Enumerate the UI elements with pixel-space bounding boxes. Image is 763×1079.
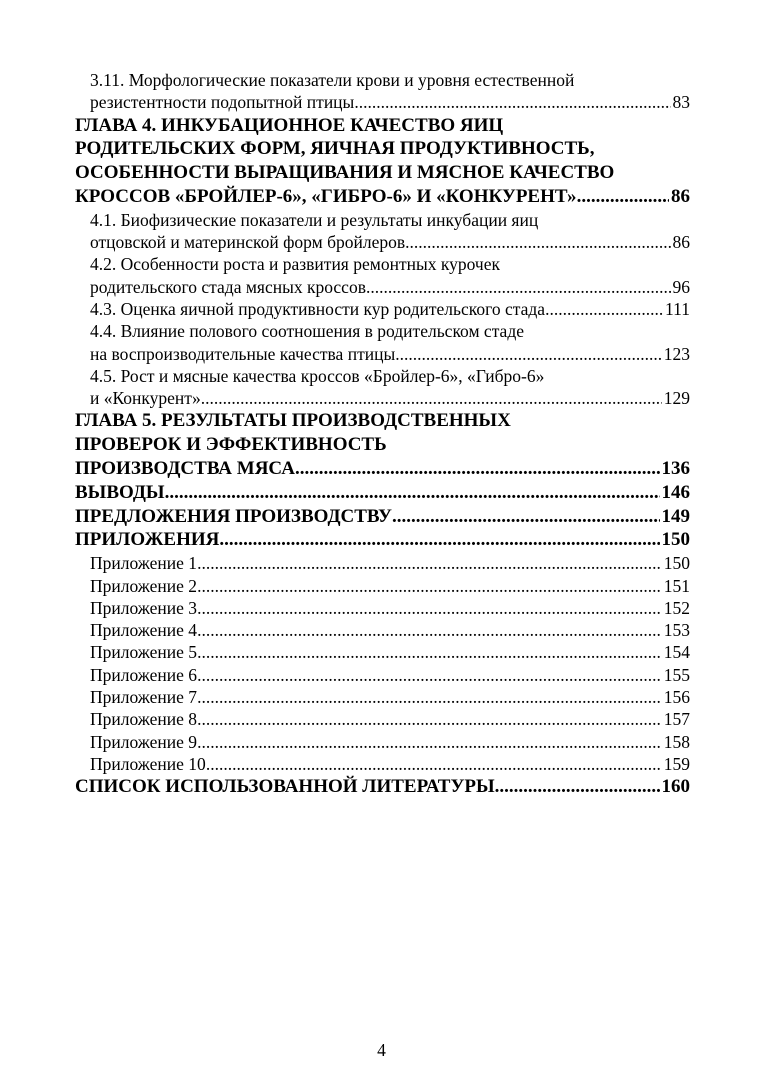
toc-line bbox=[75, 433, 690, 457]
toc-entry-text: 4.3. Оценка яичной продуктивности кур родительского стада bbox=[90, 298, 546, 319]
toc-entry-text: Приложение 6 bbox=[90, 664, 198, 685]
toc-entry-text: ГЛАВА 5. РЕЗУЛЬТАТЫ ПРОИЗВОДСТВЕННЫХ bbox=[75, 410, 511, 432]
table-of-contents bbox=[75, 69, 690, 799]
toc-page-number: 86 bbox=[671, 185, 690, 207]
toc-section-entry bbox=[75, 708, 690, 730]
toc-entry-text: СПИСОК ИСПОЛЬЗОВАННОЙ ЛИТЕРАТУРЫ bbox=[75, 776, 495, 798]
dot-leader bbox=[197, 619, 662, 641]
toc-line bbox=[75, 753, 690, 775]
toc-section-entry bbox=[75, 686, 690, 708]
toc-line bbox=[75, 253, 690, 275]
toc-page-number: 153 bbox=[663, 620, 690, 641]
toc-page-number: 151 bbox=[663, 575, 690, 596]
toc-page-number: 129 bbox=[663, 388, 690, 409]
dot-leader bbox=[197, 664, 662, 686]
toc-page-number: 111 bbox=[665, 298, 690, 319]
toc-section-entry bbox=[75, 298, 690, 320]
toc-entry-text: Приложение 2 bbox=[90, 575, 198, 596]
toc-entry-text: ОСОБЕННОСТИ ВЫРАЩИВАНИЯ И МЯСНОЕ КАЧЕСТВО bbox=[75, 162, 615, 184]
toc-chapter-entry bbox=[75, 481, 690, 505]
dot-leader bbox=[545, 298, 663, 320]
dot-leader bbox=[295, 457, 660, 481]
toc-line bbox=[75, 457, 690, 481]
toc-page-number: 156 bbox=[663, 687, 690, 708]
toc-page-number: 158 bbox=[663, 731, 690, 752]
toc-chapter-entry bbox=[75, 409, 690, 480]
toc-line bbox=[75, 686, 690, 708]
toc-page-number: 150 bbox=[661, 529, 690, 551]
toc-chapter-entry bbox=[75, 775, 690, 799]
toc-page-number: 157 bbox=[663, 709, 690, 730]
toc-section-entry bbox=[75, 552, 690, 574]
toc-section-entry bbox=[75, 619, 690, 641]
toc-page-number: 146 bbox=[661, 481, 690, 503]
toc-entry-text: Приложение 1 bbox=[90, 553, 198, 574]
toc-section-entry bbox=[75, 753, 690, 775]
toc-page-number: 136 bbox=[661, 458, 690, 480]
toc-entry-text: 4.1. Биофизические показатели и результаты инкубации яиц bbox=[90, 209, 539, 230]
toc-section-entry bbox=[75, 69, 690, 114]
toc-section-entry bbox=[75, 575, 690, 597]
toc-section-entry bbox=[75, 320, 690, 365]
toc-entry-text: родительского стада мясных кроссов bbox=[90, 276, 366, 297]
toc-line bbox=[75, 387, 690, 409]
dot-leader bbox=[197, 552, 662, 574]
dot-leader bbox=[201, 387, 662, 409]
toc-line bbox=[75, 69, 690, 91]
toc-section-entry bbox=[75, 365, 690, 410]
toc-entry-text: 4.2. Особенности роста и развития ремонтных курочек bbox=[90, 254, 500, 275]
dot-leader bbox=[197, 731, 662, 753]
toc-line bbox=[75, 137, 690, 161]
toc-page-number: 159 bbox=[663, 753, 690, 774]
toc-entry-text: на воспроизводительные качества птицы bbox=[90, 343, 396, 364]
toc-section-entry bbox=[75, 664, 690, 686]
toc-page-number: 96 bbox=[672, 276, 690, 297]
toc-line bbox=[75, 91, 690, 113]
toc-entry-text: ПРИЛОЖЕНИЯ bbox=[75, 529, 220, 551]
dot-leader bbox=[219, 528, 659, 552]
toc-page-number: 150 bbox=[663, 553, 690, 574]
toc-section-entry bbox=[75, 209, 690, 254]
toc-line bbox=[75, 320, 690, 342]
toc-section-entry bbox=[75, 641, 690, 663]
toc-line bbox=[75, 708, 690, 730]
toc-line bbox=[75, 641, 690, 663]
toc-entry-text: 3.11. Морфологические показатели крови и уровня естественной bbox=[90, 70, 575, 90]
toc-entry-text: Приложение 7 bbox=[90, 687, 198, 708]
dot-leader bbox=[354, 91, 670, 113]
toc-page-number: 149 bbox=[661, 505, 690, 527]
toc-entry-text: Приложение 9 bbox=[90, 731, 198, 752]
toc-entry-text: резистентности подопытной птицы bbox=[90, 92, 355, 113]
toc-entry-text: КРОССОВ «БРОЙЛЕР-6», «ГИБРО-6» И «КОНКУРЕНТ» bbox=[75, 185, 577, 207]
toc-entry-text: и «Конкурент» bbox=[90, 388, 201, 409]
toc-line bbox=[75, 231, 690, 253]
toc-entry-text: 4.5. Рост и мясные качества кроссов «Бройлер-6», «Гибро-6» bbox=[90, 365, 545, 386]
toc-entry-text: 4.4. Влияние полового соотношения в родительском стаде bbox=[90, 321, 524, 342]
toc-entry-text: Приложение 4 bbox=[90, 620, 198, 641]
dot-leader bbox=[206, 753, 662, 775]
dot-leader bbox=[197, 597, 662, 619]
toc-chapter-entry bbox=[75, 528, 690, 552]
toc-line bbox=[75, 664, 690, 686]
toc-line bbox=[75, 775, 690, 799]
toc-page-number: 152 bbox=[663, 597, 690, 618]
dot-leader bbox=[392, 505, 660, 529]
toc-line bbox=[75, 597, 690, 619]
toc-line bbox=[75, 505, 690, 529]
toc-entry-text: отцовской и материнской форм бройлеров bbox=[90, 232, 406, 253]
toc-line bbox=[75, 731, 690, 753]
toc-page-number: 83 bbox=[672, 92, 690, 113]
dot-leader bbox=[395, 343, 662, 365]
dot-leader bbox=[495, 775, 660, 799]
toc-line bbox=[75, 481, 690, 505]
toc-page-number: 86 bbox=[672, 232, 690, 253]
toc-entry-text: ГЛАВА 4. ИНКУБАЦИОННОЕ КАЧЕСТВО ЯИЦ bbox=[75, 114, 504, 136]
page-number: 4 bbox=[377, 1040, 386, 1060]
toc-page-number: 123 bbox=[663, 343, 690, 364]
toc-entry-text: ПРЕДЛОЖЕНИЯ ПРОИЗВОДСТВУ bbox=[75, 505, 392, 527]
toc-page-number: 154 bbox=[663, 642, 690, 663]
dot-leader bbox=[405, 231, 670, 253]
toc-line bbox=[75, 161, 690, 185]
toc-line bbox=[75, 552, 690, 574]
toc-line bbox=[75, 343, 690, 365]
dot-leader bbox=[197, 708, 662, 730]
toc-entry-text: Приложение 10 bbox=[90, 753, 206, 774]
dot-leader bbox=[197, 641, 662, 663]
toc-line bbox=[75, 114, 690, 138]
toc-line bbox=[75, 365, 690, 387]
toc-entry-text: ПРОИЗВОДСТВА МЯСА bbox=[75, 458, 295, 480]
toc-entry-text: ВЫВОДЫ bbox=[75, 481, 165, 503]
toc-line bbox=[75, 528, 690, 552]
toc-section-entry bbox=[75, 253, 690, 298]
toc-entry-text: Приложение 5 bbox=[90, 642, 198, 663]
toc-page-number: 155 bbox=[663, 664, 690, 685]
dot-leader bbox=[197, 686, 662, 708]
toc-entry-text: Приложение 3 bbox=[90, 597, 198, 618]
toc-page-number: 160 bbox=[661, 776, 690, 798]
toc-line bbox=[75, 409, 690, 433]
toc-line bbox=[75, 619, 690, 641]
toc-line bbox=[75, 298, 690, 320]
toc-section-entry bbox=[75, 597, 690, 619]
dot-leader bbox=[577, 185, 669, 209]
toc-chapter-entry bbox=[75, 505, 690, 529]
toc-entry-text: ПРОВЕРОК И ЭФФЕКТИВНОСТЬ bbox=[75, 434, 387, 456]
toc-entry-text: РОДИТЕЛЬСКИХ ФОРМ, ЯИЧНАЯ ПРОДУКТИВНОСТЬ, bbox=[75, 138, 595, 160]
toc-entry-text: Приложение 8 bbox=[90, 709, 198, 730]
toc-section-entry bbox=[75, 731, 690, 753]
dot-leader bbox=[366, 276, 671, 298]
toc-line bbox=[75, 185, 690, 209]
toc-line bbox=[75, 276, 690, 298]
toc-chapter-entry bbox=[75, 114, 690, 209]
dot-leader bbox=[165, 481, 660, 505]
toc-line bbox=[75, 575, 690, 597]
toc-line bbox=[75, 209, 690, 231]
dot-leader bbox=[197, 575, 662, 597]
